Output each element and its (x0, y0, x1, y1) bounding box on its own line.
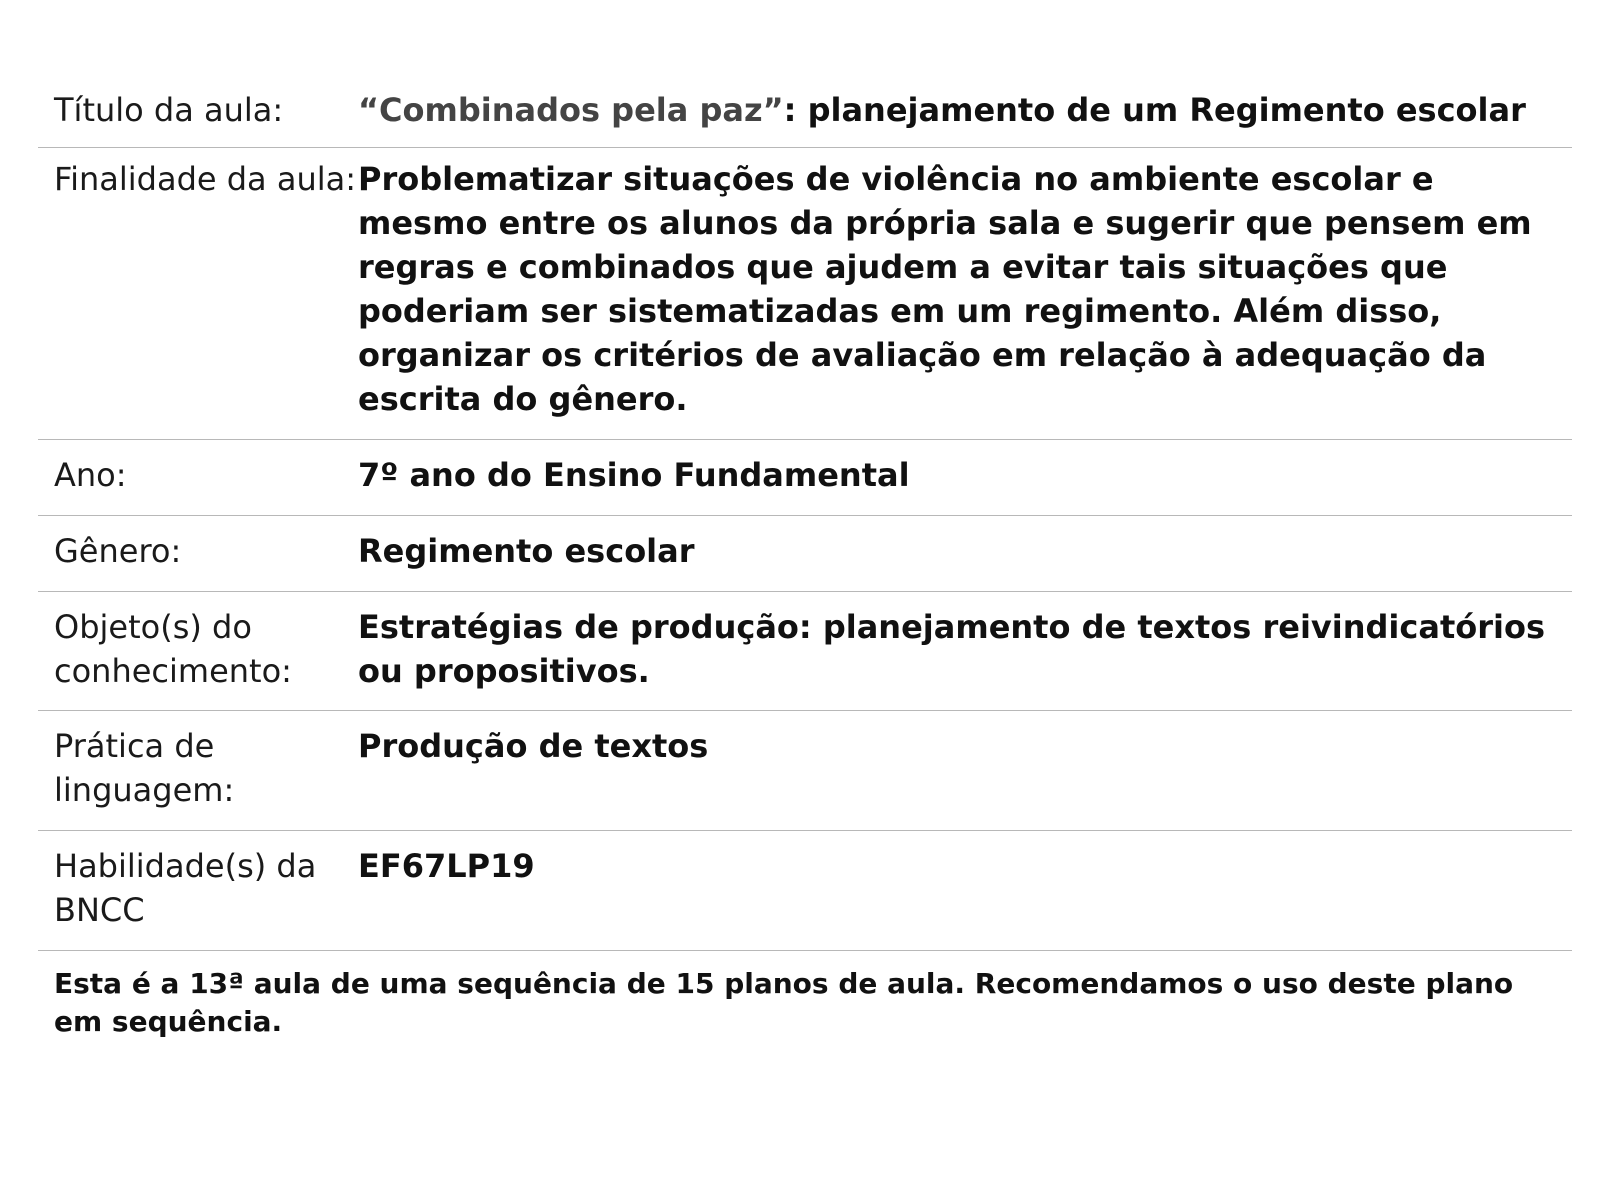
row-knowledge-objects (38, 592, 1572, 711)
language-practice-value: Produção de textos (358, 727, 709, 765)
lesson-title-value (358, 88, 1572, 147)
lesson-purpose-value: Problematizar situações de violência no ambiente escolar e mesmo entre os alunos da própria sala e sugerir que pensem em regras e combinados que ajudem a evitar tais situações que poderiam ser sistematizadas em um regimento. Além disso, organizar os critérios de avaliação em relação à adequação da escrita do gênero. (358, 160, 1532, 418)
row-language-practice (38, 711, 1572, 831)
row-label: Título da aula: (54, 91, 284, 129)
row-label: Prática de linguagem: (54, 727, 235, 809)
year-value: 7º ano do Ensino Fundamental (358, 456, 910, 494)
row-lesson-title (38, 79, 1572, 148)
row-label: Objeto(s) do conhecimento: (54, 608, 292, 690)
row-label: Ano: (54, 456, 127, 494)
genre-value: Regimento escolar (358, 532, 695, 570)
row-genre (38, 516, 1572, 592)
row-label: Gênero: (54, 532, 182, 570)
lesson-title-quoted: “Combinados pela paz” (358, 91, 784, 129)
knowledge-objects-value: Estratégias de produção: planejamento de textos reivindicatórios ou propositivos. (358, 608, 1546, 690)
lesson-plan-table (38, 79, 1572, 951)
row-label: Finalidade da aula: (54, 160, 356, 198)
lesson-title-rest: : planejamento de um Regimento escolar (783, 91, 1526, 129)
row-lesson-purpose (38, 148, 1572, 440)
sequence-note: Esta é a 13ª aula de uma sequência de 15 planos de aula. Recomendamos o uso deste plano em sequência. (54, 967, 1514, 1038)
row-label: Habilidade(s) da BNCC (54, 847, 317, 929)
row-year (38, 440, 1572, 516)
bncc-skills-value: EF67LP19 (358, 847, 535, 885)
row-bncc-skills (38, 831, 1572, 951)
